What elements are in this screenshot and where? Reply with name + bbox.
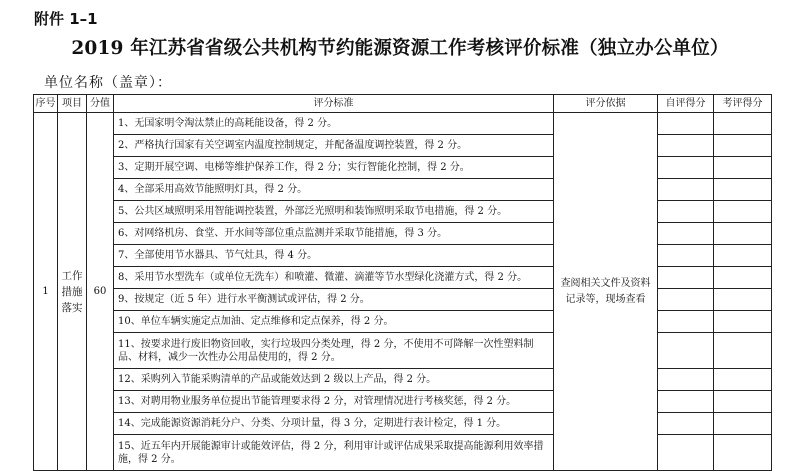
table-row (34, 223, 772, 245)
table-row (34, 245, 772, 267)
criteria-cell: 12、采购列入节能采购清单的产品或能效达到 2 级以上产品，得 2 分。 (114, 369, 554, 391)
header-project: 项目 (58, 95, 87, 113)
header-review-score: 考评得分 (714, 95, 772, 113)
self-score-cell[interactable] (658, 435, 714, 471)
table-row (34, 289, 772, 311)
criteria-cell: 8、采用节水型洗车（或单位无洗车）和喷灌、微灌、滴灌等节水型绿化浇灌方式，得 2 分。 (114, 267, 554, 289)
self-score-cell[interactable] (658, 113, 714, 135)
review-score-cell[interactable] (714, 391, 772, 413)
self-score-cell[interactable] (658, 369, 714, 391)
self-score-cell[interactable] (658, 245, 714, 267)
review-score-cell[interactable] (714, 369, 772, 391)
table-row (34, 157, 772, 179)
table-row (34, 413, 772, 435)
criteria-cell: 9、按规定（近 5 年）进行水平衡测试或评估，得 2 分。 (114, 289, 554, 311)
review-score-cell[interactable] (714, 201, 772, 223)
unit-name-label: 单位名称（盖章）： (44, 75, 172, 91)
criteria-cell: 1、无国家明令淘汰禁止的高耗能设备，得 2 分。 (114, 113, 554, 135)
header-self-score: 自评得分 (658, 95, 714, 113)
project-cell: 工作 措施 落实 (58, 113, 87, 471)
criteria-cell: 7、全部使用节水器具、节气灶具，得 4 分。 (114, 245, 554, 267)
review-score-cell[interactable] (714, 289, 772, 311)
table-row (34, 435, 772, 471)
criteria-cell: 11、按要求进行废旧物资回收，实行垃圾四分类处理，得 2 分，不使用不可降解一次性塑料制品、材料，减少一次性办公用品使用的，得 2 分。 (114, 333, 554, 369)
table-row (34, 333, 772, 369)
header-criteria: 评分标准 (114, 95, 554, 113)
review-score-cell[interactable] (714, 223, 772, 245)
self-score-cell[interactable] (658, 267, 714, 289)
self-score-cell[interactable] (658, 135, 714, 157)
header-row-number: 序号 (34, 95, 58, 113)
table-row (34, 113, 772, 135)
document-title: 2019 年江苏省省级公共机构节约能源资源工作考核评价标准（独立办公单位） (71, 38, 729, 59)
header-basis: 评分依据 (554, 95, 658, 113)
review-score-cell[interactable] (714, 113, 772, 135)
header-score: 分值 (87, 95, 114, 113)
self-score-cell[interactable] (658, 223, 714, 245)
table-row (34, 135, 772, 157)
criteria-cell: 14、完成能源资源消耗分户、分类、分项计量，得 3 分，定期进行表计检定，得 1 分。 (114, 413, 554, 435)
attachment-label: 附件 1–1 (34, 10, 98, 28)
review-score-cell[interactable] (714, 245, 772, 267)
review-score-cell[interactable] (714, 267, 772, 289)
table-row (34, 201, 772, 223)
self-score-cell[interactable] (658, 289, 714, 311)
review-score-cell[interactable] (714, 179, 772, 201)
review-score-cell[interactable] (714, 311, 772, 333)
criteria-cell: 3、定期开展空调、电梯等维护保养工作，得 2 分；实行智能化控制，得 2 分。 (114, 157, 554, 179)
review-score-cell[interactable] (714, 157, 772, 179)
criteria-cell: 4、全部采用高效节能照明灯具，得 2 分。 (114, 179, 554, 201)
self-score-cell[interactable] (658, 311, 714, 333)
criteria-cell: 2、严格执行国家有关空调室内温度控制规定，并配备温度调控装置，得 2 分。 (114, 135, 554, 157)
criteria-cell: 13、对聘用物业服务单位提出节能管理要求得 2 分，对管理情况进行考核奖惩，得 2 分。 (114, 391, 554, 413)
review-score-cell[interactable] (714, 135, 772, 157)
table-row (34, 369, 772, 391)
table-row (34, 311, 772, 333)
self-score-cell[interactable] (658, 201, 714, 223)
self-score-cell[interactable] (658, 179, 714, 201)
basis-cell: 查阅相关文件及资料记录等，现场查看 (554, 113, 658, 471)
criteria-cell: 6、对网络机房、食堂、开水间等部位重点监测并采取节能措施，得 3 分。 (114, 223, 554, 245)
criteria-cell: 5、公共区域照明采用智能调控装置，外部泛光照明和装饰照明采取节电措施，得 2 分。 (114, 201, 554, 223)
table-header-row (34, 95, 772, 113)
criteria-cell: 10、单位车辆实施定点加油、定点维修和定点保养，得 2 分。 (114, 311, 554, 333)
table-row (34, 391, 772, 413)
self-score-cell[interactable] (658, 157, 714, 179)
self-score-cell[interactable] (658, 391, 714, 413)
row-number-cell: 1 (34, 113, 58, 471)
review-score-cell[interactable] (714, 333, 772, 369)
review-score-cell[interactable] (714, 435, 772, 471)
self-score-cell[interactable] (658, 413, 714, 435)
criteria-cell: 15、近五年内开展能源审计或能效评估，得 2 分，利用审计或评估成果采取提高能源利用效率措施，得 2 分。 (114, 435, 554, 471)
evaluation-table (33, 94, 772, 471)
table-row (34, 267, 772, 289)
score-cell: 60 (87, 113, 114, 471)
review-score-cell[interactable] (714, 413, 772, 435)
self-score-cell[interactable] (658, 333, 714, 369)
table-row (34, 179, 772, 201)
